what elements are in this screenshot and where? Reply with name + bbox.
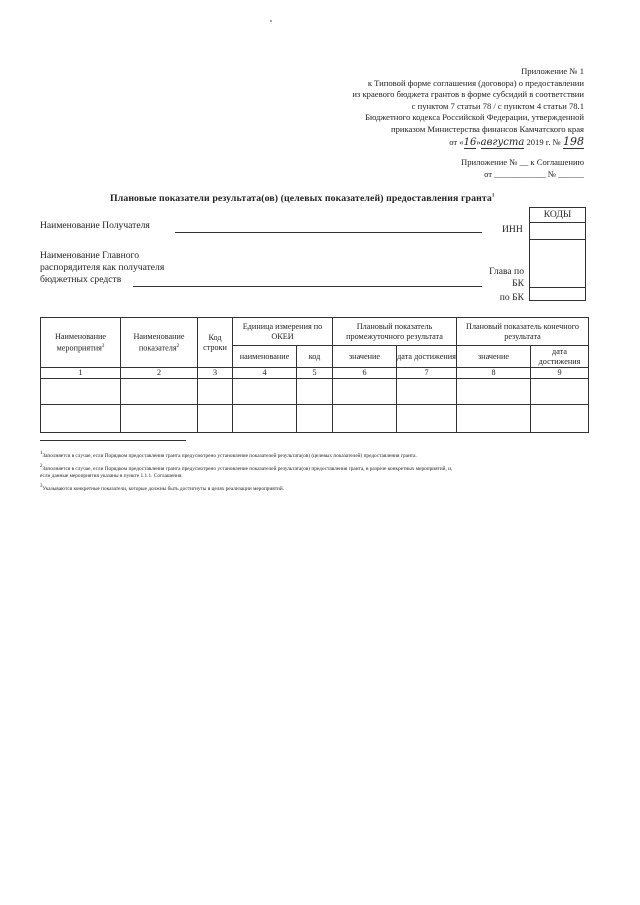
approval-header (244, 66, 584, 148)
handwritten-month: августа (480, 136, 525, 148)
indicators-table (40, 317, 589, 433)
po-bk-label: по БК (499, 292, 524, 303)
th-final-result: Плановый показатель конечного результата (457, 318, 589, 346)
th-unit-code: код (297, 346, 333, 368)
header-line: приказом Министерства финансов Камчатского края (390, 123, 584, 134)
codes-box (529, 207, 585, 301)
header-line: к Типовой форме соглашения (договора) о предоставлении (367, 77, 584, 88)
footnote: $^3$Указываются конкретные показатели, которые должны быть достигнуты в целях реализации мероприятий. (40, 483, 285, 492)
th-unit-name: наименование (233, 346, 297, 368)
col-number: 8 (457, 368, 531, 379)
th-interim-result: Плановый показатель промежуточного результата (333, 318, 457, 346)
agreement-reference (364, 157, 584, 180)
th-indicator-name: Наименование показателя$^2$ (121, 318, 198, 368)
handwritten-number: 198 (563, 134, 584, 148)
order-date-line: от «16»августа 2019 г. № 198 (449, 134, 584, 148)
page-title: Плановые показатели результата(ов) (целевых показателей) предоставления гранта$^1$ (110, 193, 495, 204)
manager-underline (133, 286, 482, 287)
th-final-value: значение (457, 346, 531, 368)
col-number: 9 (531, 368, 589, 379)
inn-code-cell (529, 222, 586, 240)
recipient-label: Наименование Получателя (40, 220, 150, 231)
col-number: 4 (233, 368, 297, 379)
col-number: 6 (333, 368, 397, 379)
inn-label: ИНН (502, 224, 523, 235)
th-final-date: дата достижения (531, 346, 589, 368)
col-number: 2 (121, 368, 198, 379)
col-number: 7 (397, 368, 457, 379)
glava-label: Глава по БК (489, 266, 524, 289)
table-row (41, 379, 589, 405)
agreement-ref-line: Приложение № __ к Соглашению (461, 157, 584, 167)
column-numbers-row (41, 368, 589, 379)
th-interim-date: дата достижения (397, 346, 457, 368)
header-line: из краевого бюджета грантов в форме субсидий в соответствии (352, 89, 584, 100)
manager-label: Наименование Главного распорядителя как получателя бюджетных средств (40, 250, 165, 285)
scan-speck (270, 20, 272, 22)
footnote: $^2$Заполняется в случае, если Порядком предоставления гранта предусмотрено установление показателей результата(ов) предоставления гранта, в разрезе конкретных мероприятий, и, (40, 463, 453, 472)
header-line: с пунктом 7 статьи 78 / с пунктом 4 статьи 78.1 (411, 100, 584, 111)
header-line: Бюджетного кодекса Российской Федерации, утвержденной (365, 112, 584, 123)
po-bk-code-cell (529, 288, 586, 301)
header-line: Приложение № 1 (521, 66, 584, 76)
recipient-underline (175, 232, 482, 233)
th-unit: Единица измерения по ОКЕИ (233, 318, 333, 346)
col-number: 3 (198, 368, 233, 379)
th-event-name: Наименование мероприятия$^3$ (41, 318, 121, 368)
table-row (41, 405, 589, 433)
codes-header: КОДЫ (529, 207, 586, 223)
agreement-ref-line: от ____________ № ______ (484, 168, 584, 179)
footnotes (40, 450, 600, 492)
th-interim-value: значение (333, 346, 397, 368)
handwritten-day: 16 (463, 136, 477, 148)
footnote-separator (40, 440, 186, 441)
footnote: $^1$Заполняется в случае, если Порядком предоставления гранта предусмотрено установление показателей результата(ов) (целевых показателей) предоставления гранта. (40, 451, 417, 459)
col-number: 5 (297, 368, 333, 379)
glava-code-cell (529, 240, 586, 288)
th-row-code: Код строки (198, 318, 233, 368)
footnote: если данные мероприятия указаны в пункте 1.1.1. Соглашения. (40, 472, 183, 479)
col-number: 1 (41, 368, 121, 379)
